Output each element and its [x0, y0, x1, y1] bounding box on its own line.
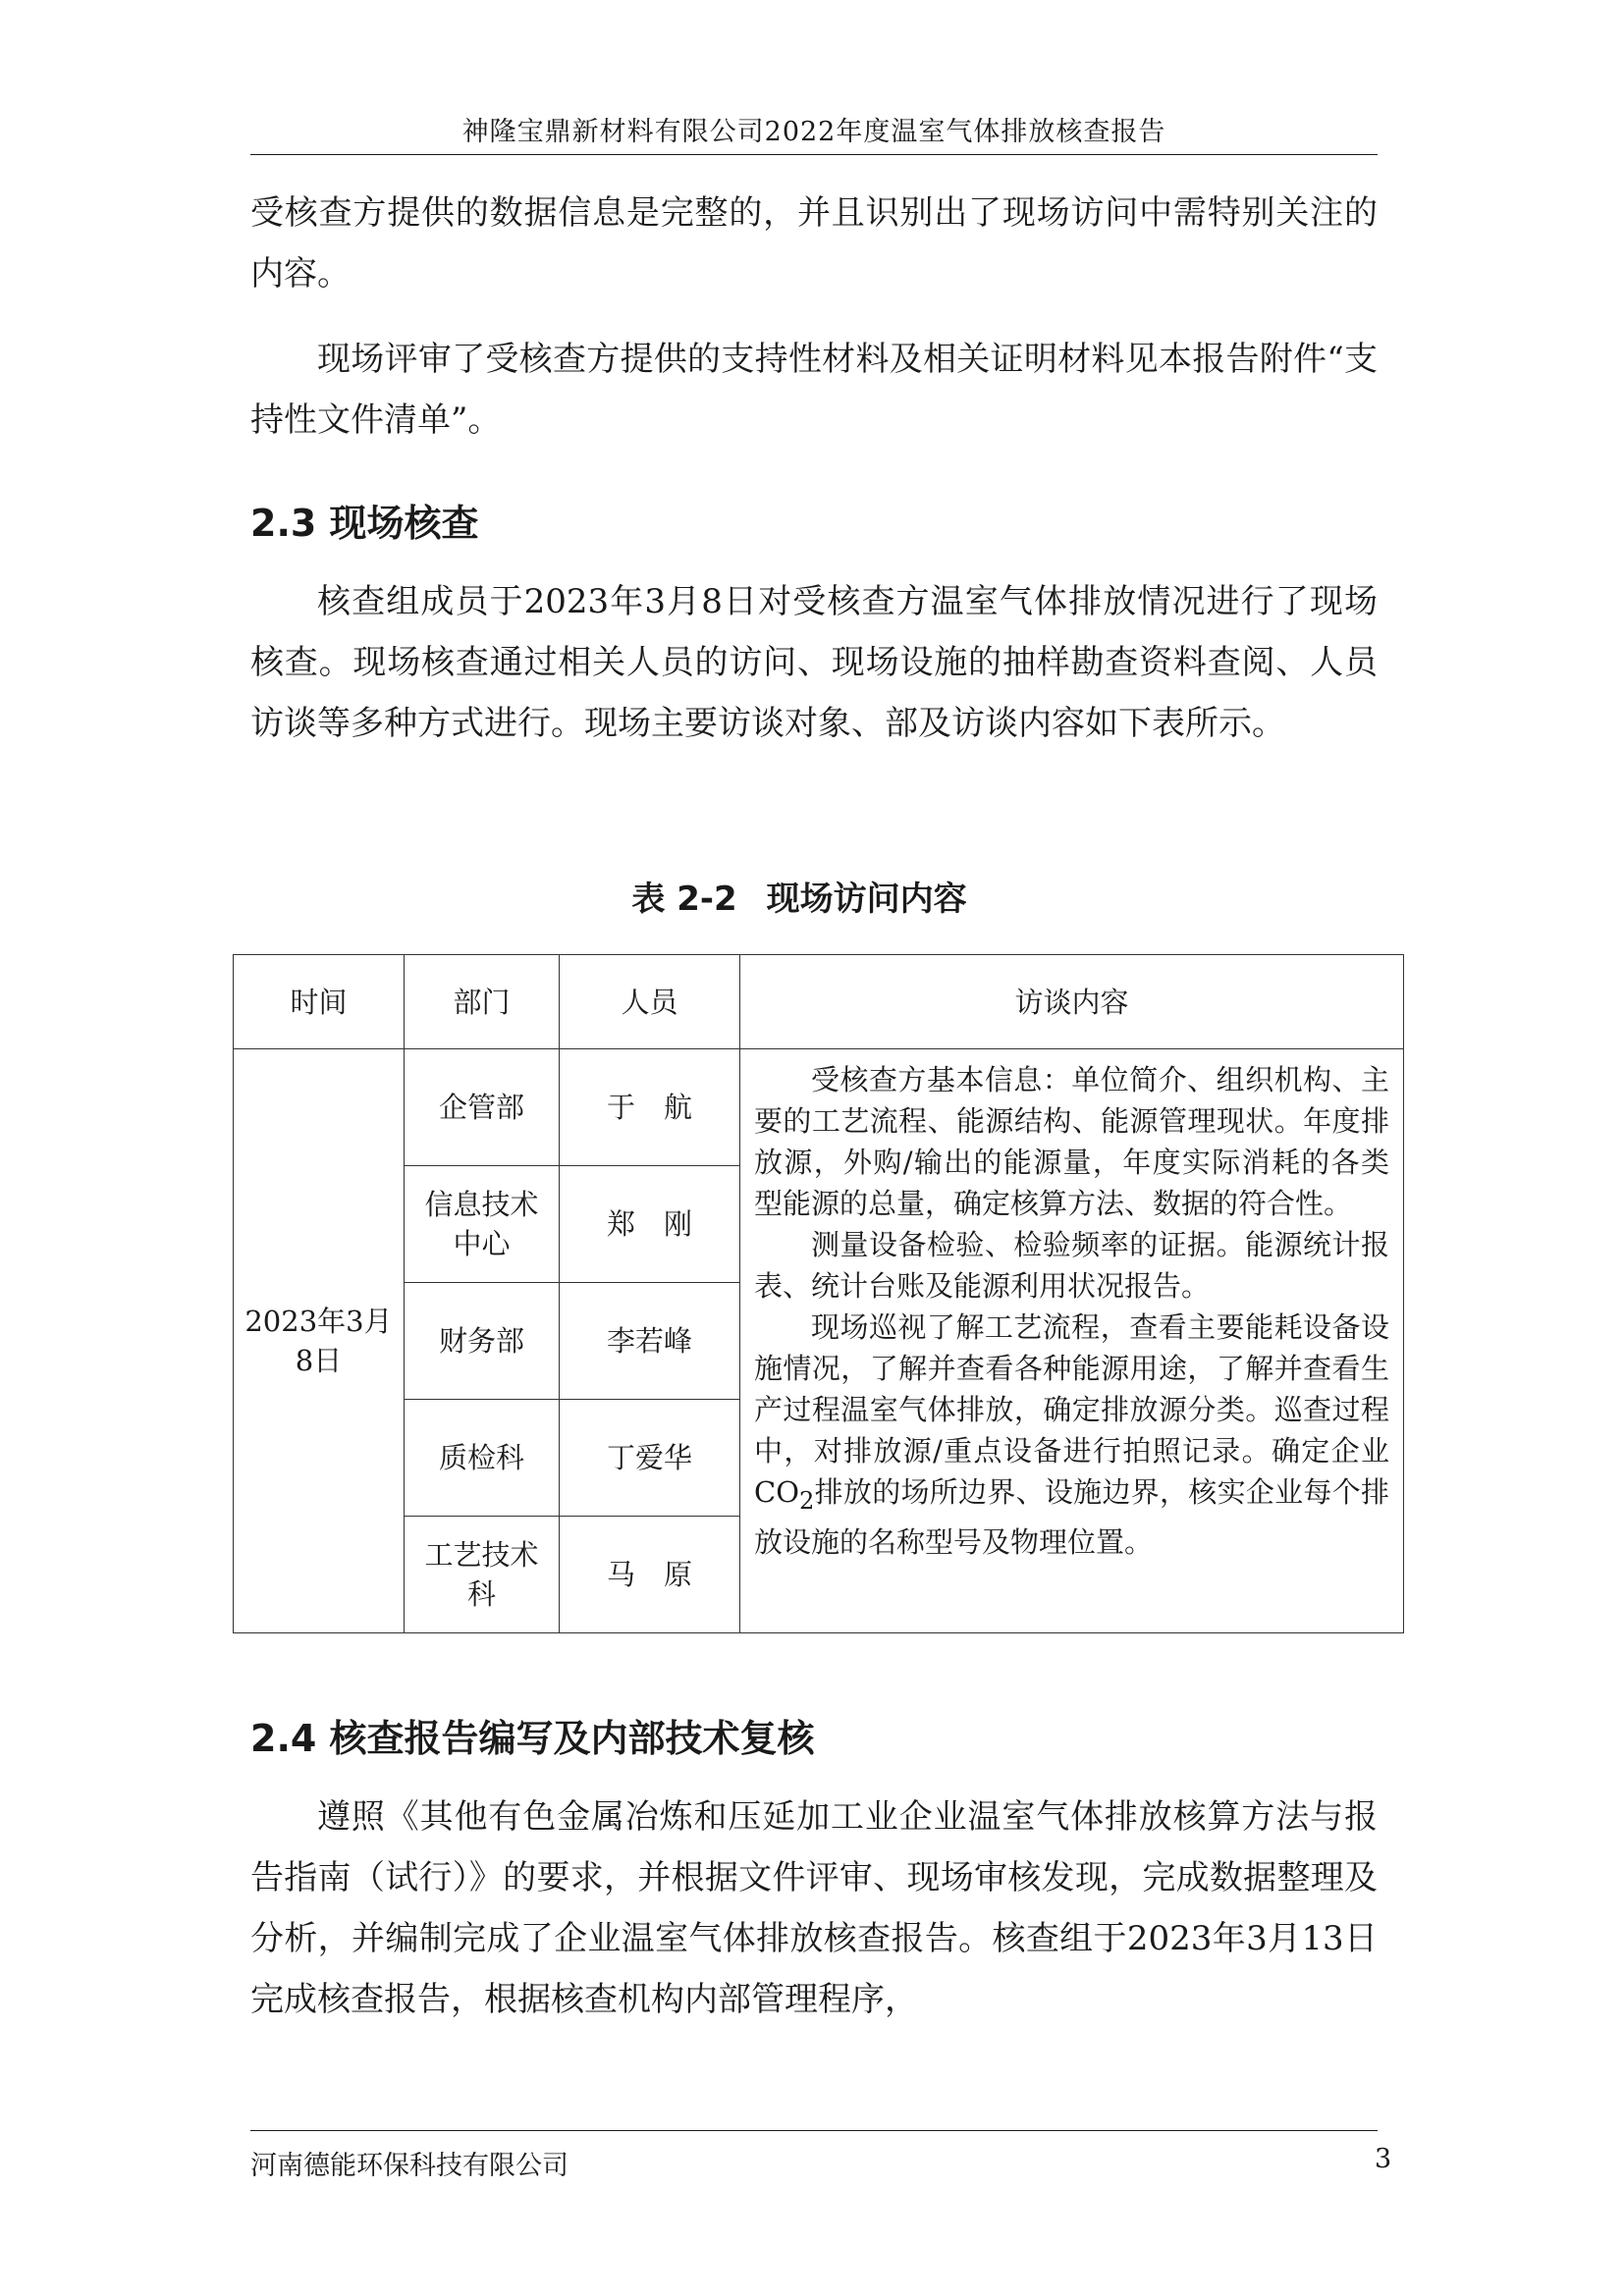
date-cell: 2023年3月8日: [234, 1049, 405, 1633]
dept-cell: 质检科: [405, 1400, 560, 1517]
person-cell: 于 航: [560, 1049, 740, 1166]
header-interview-content: 访谈内容: [740, 955, 1404, 1049]
paragraph-report-compilation: 遵照《其他有色金属冶炼和压延加工业企业温室气体排放核算方法与报告指南（试行）》的要求，并根据文件评审、现场审核发现，完成数据整理及分析，并编制完成了企业温室气体排放核查报告。核查组于2023年3月13日完成核查报告，根据核查机构内部管理程序，: [250, 1797, 1378, 2019]
dept-cell: 企管部: [405, 1049, 560, 1166]
person-cell: 丁爱华: [560, 1400, 740, 1517]
dept-cell: 信息技术中心: [405, 1166, 560, 1283]
header-time: 时间: [234, 955, 405, 1049]
table-caption-number: 表 2-2: [631, 880, 737, 919]
footer-divider: [250, 2130, 1378, 2131]
section-heading-2-3: 2.3 现场核查: [250, 502, 479, 545]
header-personnel: 人员: [560, 955, 740, 1049]
paragraph-document-review: 现场评审了受核查方提供的支持性材料及相关证明材料见本报告附件“支持性文件清单”。: [250, 340, 1378, 440]
page-header-title: 神隆宝鼎新材料有限公司2022年度温室气体排放核查报告: [461, 117, 1166, 147]
interview-content-basic-info: 受核查方基本信息：单位简介、组织机构、主要的工艺流程、能源结构、能源管理现状。年度排放源，外购/输出的能源量，年度实际消耗的各类型能源的总量，确定核算方法、数据的符合性。: [754, 1063, 1389, 1220]
interview-content-measurement: 测量设备检验、检验频率的证据。能源统计报表、统计台账及能源利用状况报告。: [754, 1228, 1389, 1303]
interview-content-site-tour: [754, 1307, 1389, 1563]
site-tour-text-part2: 排放的场所边界、设施边界，核实企业每个排放设施的名称型号及物理位置。: [754, 1475, 1389, 1559]
table-caption: [250, 872, 1378, 920]
site-tour-text-part1: 现场巡视了解工艺流程，查看主要能耗设备设施情况，了解并查看各种能源用途，了解并查看生产过程温室气体排放，确定排放源分类。巡查过程中，对排放源/重点设备进行拍照记录。确定企业CO: [754, 1310, 1389, 1509]
header-department: 部门: [405, 955, 560, 1049]
paragraph-site-verification: 核查组成员于2023年3月8日对受核查方温室气体排放情况进行了现场核查。现场核查通过相关人员的访问、现场设施的抽样勘查资料查阅、人员访谈等多种方式进行。现场主要访谈对象、部及访谈内容如下表所示。: [250, 582, 1378, 743]
table-caption-title: 现场访问内容: [766, 880, 967, 919]
dept-cell: 财务部: [405, 1283, 560, 1400]
footer-company: 河南德能环保科技有限公司: [250, 2151, 568, 2181]
section-heading-2-4: 2.4 核查报告编写及内部技术复核: [250, 1717, 815, 1760]
interview-table: [233, 954, 1404, 1633]
person-cell: 郑 刚: [560, 1166, 740, 1283]
co2-subscript: 2: [798, 1486, 815, 1515]
interview-content-cell: [740, 1049, 1404, 1633]
table-header-row: [234, 955, 1404, 1049]
dept-cell: 工艺技术科: [405, 1517, 560, 1633]
paragraph-completeness: 受核查方提供的数据信息是完整的，并且识别出了现场访问中需特别关注的内容。: [250, 193, 1378, 294]
header-divider: [250, 154, 1378, 155]
page-number: 3: [1375, 2144, 1392, 2174]
person-cell: 李若峰: [560, 1283, 740, 1400]
person-cell: 马 原: [560, 1517, 740, 1633]
table-row: [234, 1049, 1404, 1166]
